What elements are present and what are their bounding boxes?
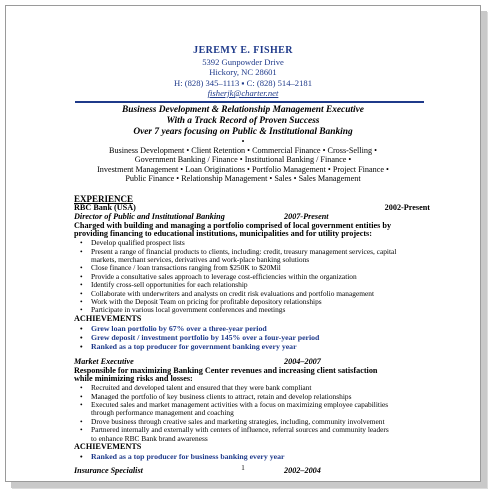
list-item: • Partnered internally and externally with centers of influence, referral sources and community leaders [91, 426, 430, 434]
achievements-title-1: ACHIEVEMENTS [74, 313, 142, 323]
list-item: • Recruited and developed talent and ensured that they were bank compliant [91, 384, 430, 392]
list-item: markets, merchant services, derivatives and work-place banking solutions [91, 255, 310, 264]
employer-dates: 2002-Present [384, 203, 430, 212]
achievement-item: • Ranked as a top producer for government banking every year [91, 342, 430, 351]
list-item: • Provide a consultative sales approach to leverage cost-efficiencies within the organization [91, 273, 430, 281]
achievements-title-2: ACHIEVEMENTS [74, 442, 142, 452]
street-address: 5392 Gunpowder Drive [202, 56, 284, 67]
list-item: • Present a range of financial products to clients, including: credit, treasury management services, capital [91, 248, 430, 256]
experience-section [74, 195, 430, 476]
list-item: to enhance RBC Bank brand awareness [91, 433, 208, 443]
employer-name: RBC Bank (USA) [74, 203, 136, 212]
header-divider [75, 101, 424, 103]
resume-page [5, 5, 481, 482]
role-title-1: Director of Public and Institutional Banking [74, 211, 225, 221]
achievement-item: • Grew deposit / investment portfolio by 145% over a four-year period [91, 333, 430, 342]
achievement-item: • Grew loan portfolio by 67% over a three-year period [91, 324, 430, 333]
list-item: • Drove business through creative sales and marketing strategies, including, community involvement [91, 418, 430, 426]
achievement-item: • Ranked as a top producer for business banking every year [91, 452, 430, 461]
skills-line-1: Business Development • Client Retention • Commercial Finance • Cross-Selling • [109, 146, 377, 155]
city-state-zip: Hickory, NC 28601 [209, 67, 277, 77]
role-dates-3: 2002–2004 [284, 466, 321, 476]
contact-header [6, 46, 480, 99]
list-item: • Close finance / loan transactions ranging from $250K to $20Mil [91, 264, 430, 272]
headline-line-1: Business Development & Relationship Management Executive [122, 105, 364, 115]
list-item: • Participate in various local government conferences and meetings [91, 306, 430, 314]
list-item: • Work with the Deposit Team on pricing for profitable depository relationships [91, 298, 430, 306]
headline-line-2: With a Track Record of Proven Success [166, 115, 320, 126]
role-bullets-1 [74, 239, 430, 315]
role-summary-2a: Responsible for maximizing Banking Center revenues and increasing client satisfaction [74, 365, 378, 375]
list-item: through performance management and coaching [91, 408, 234, 418]
role-bullets-2 [74, 384, 430, 443]
list-item: • Managed the portfolio of key business clients to attract, retain and develop relationships [91, 393, 430, 401]
role-title-2: Market Executive [74, 356, 134, 366]
role-summary-2b: while minimizing risks and losses: [74, 374, 193, 384]
role-summary-1b: providing financing to educational institutions, municipalities and for utility projects: [74, 229, 372, 239]
skills-line-3: Investment Management • Loan Originations • Portfolio Management • Project Finance • [97, 164, 389, 174]
list-item: • Executed sales and market management activities with a focus on maximizing employee capabilities [91, 401, 430, 409]
section-title-experience: EXPERIENCE [74, 194, 134, 204]
role-dates-1: 2007-Present [284, 211, 329, 221]
phone-numbers: H: (828) 345–1113 ▪ C: (828) 514–2181 [174, 77, 312, 88]
skills-line-2: Government Banking / Finance • Institutional Banking / Finance • [134, 155, 352, 165]
skills-summary [6, 146, 480, 184]
skills-line-4: Public Finance • Relationship Management • Sales • Sales Management [125, 174, 361, 184]
headline-line-3: Over 7 years focusing on Public & Institutional Banking [133, 126, 353, 137]
professional-headline [6, 105, 480, 137]
role-title-3: Insurance Specialist [74, 466, 143, 476]
role-dates-2: 2004–2007 [284, 356, 321, 366]
achievements-list-1 [74, 324, 430, 352]
list-item: • Identify cross-sell opportunities for each relationship [91, 281, 430, 289]
separator-bullet: • [241, 137, 245, 146]
email-link[interactable]: fisherjk@charter.net [207, 88, 279, 98]
list-item: • Collaborate with underwriters and analysts on credit risk evaluations and portfolio management [91, 290, 430, 298]
list-item: • Develop qualified prospect lists [91, 239, 430, 247]
candidate-name: JEREMY E. FISHER [193, 45, 293, 56]
role-summary-1a: Charged with building and managing a portfolio comprised of local government entities by [74, 220, 392, 230]
achievements-list-2 [74, 452, 430, 461]
page-number: 1 [241, 464, 245, 472]
